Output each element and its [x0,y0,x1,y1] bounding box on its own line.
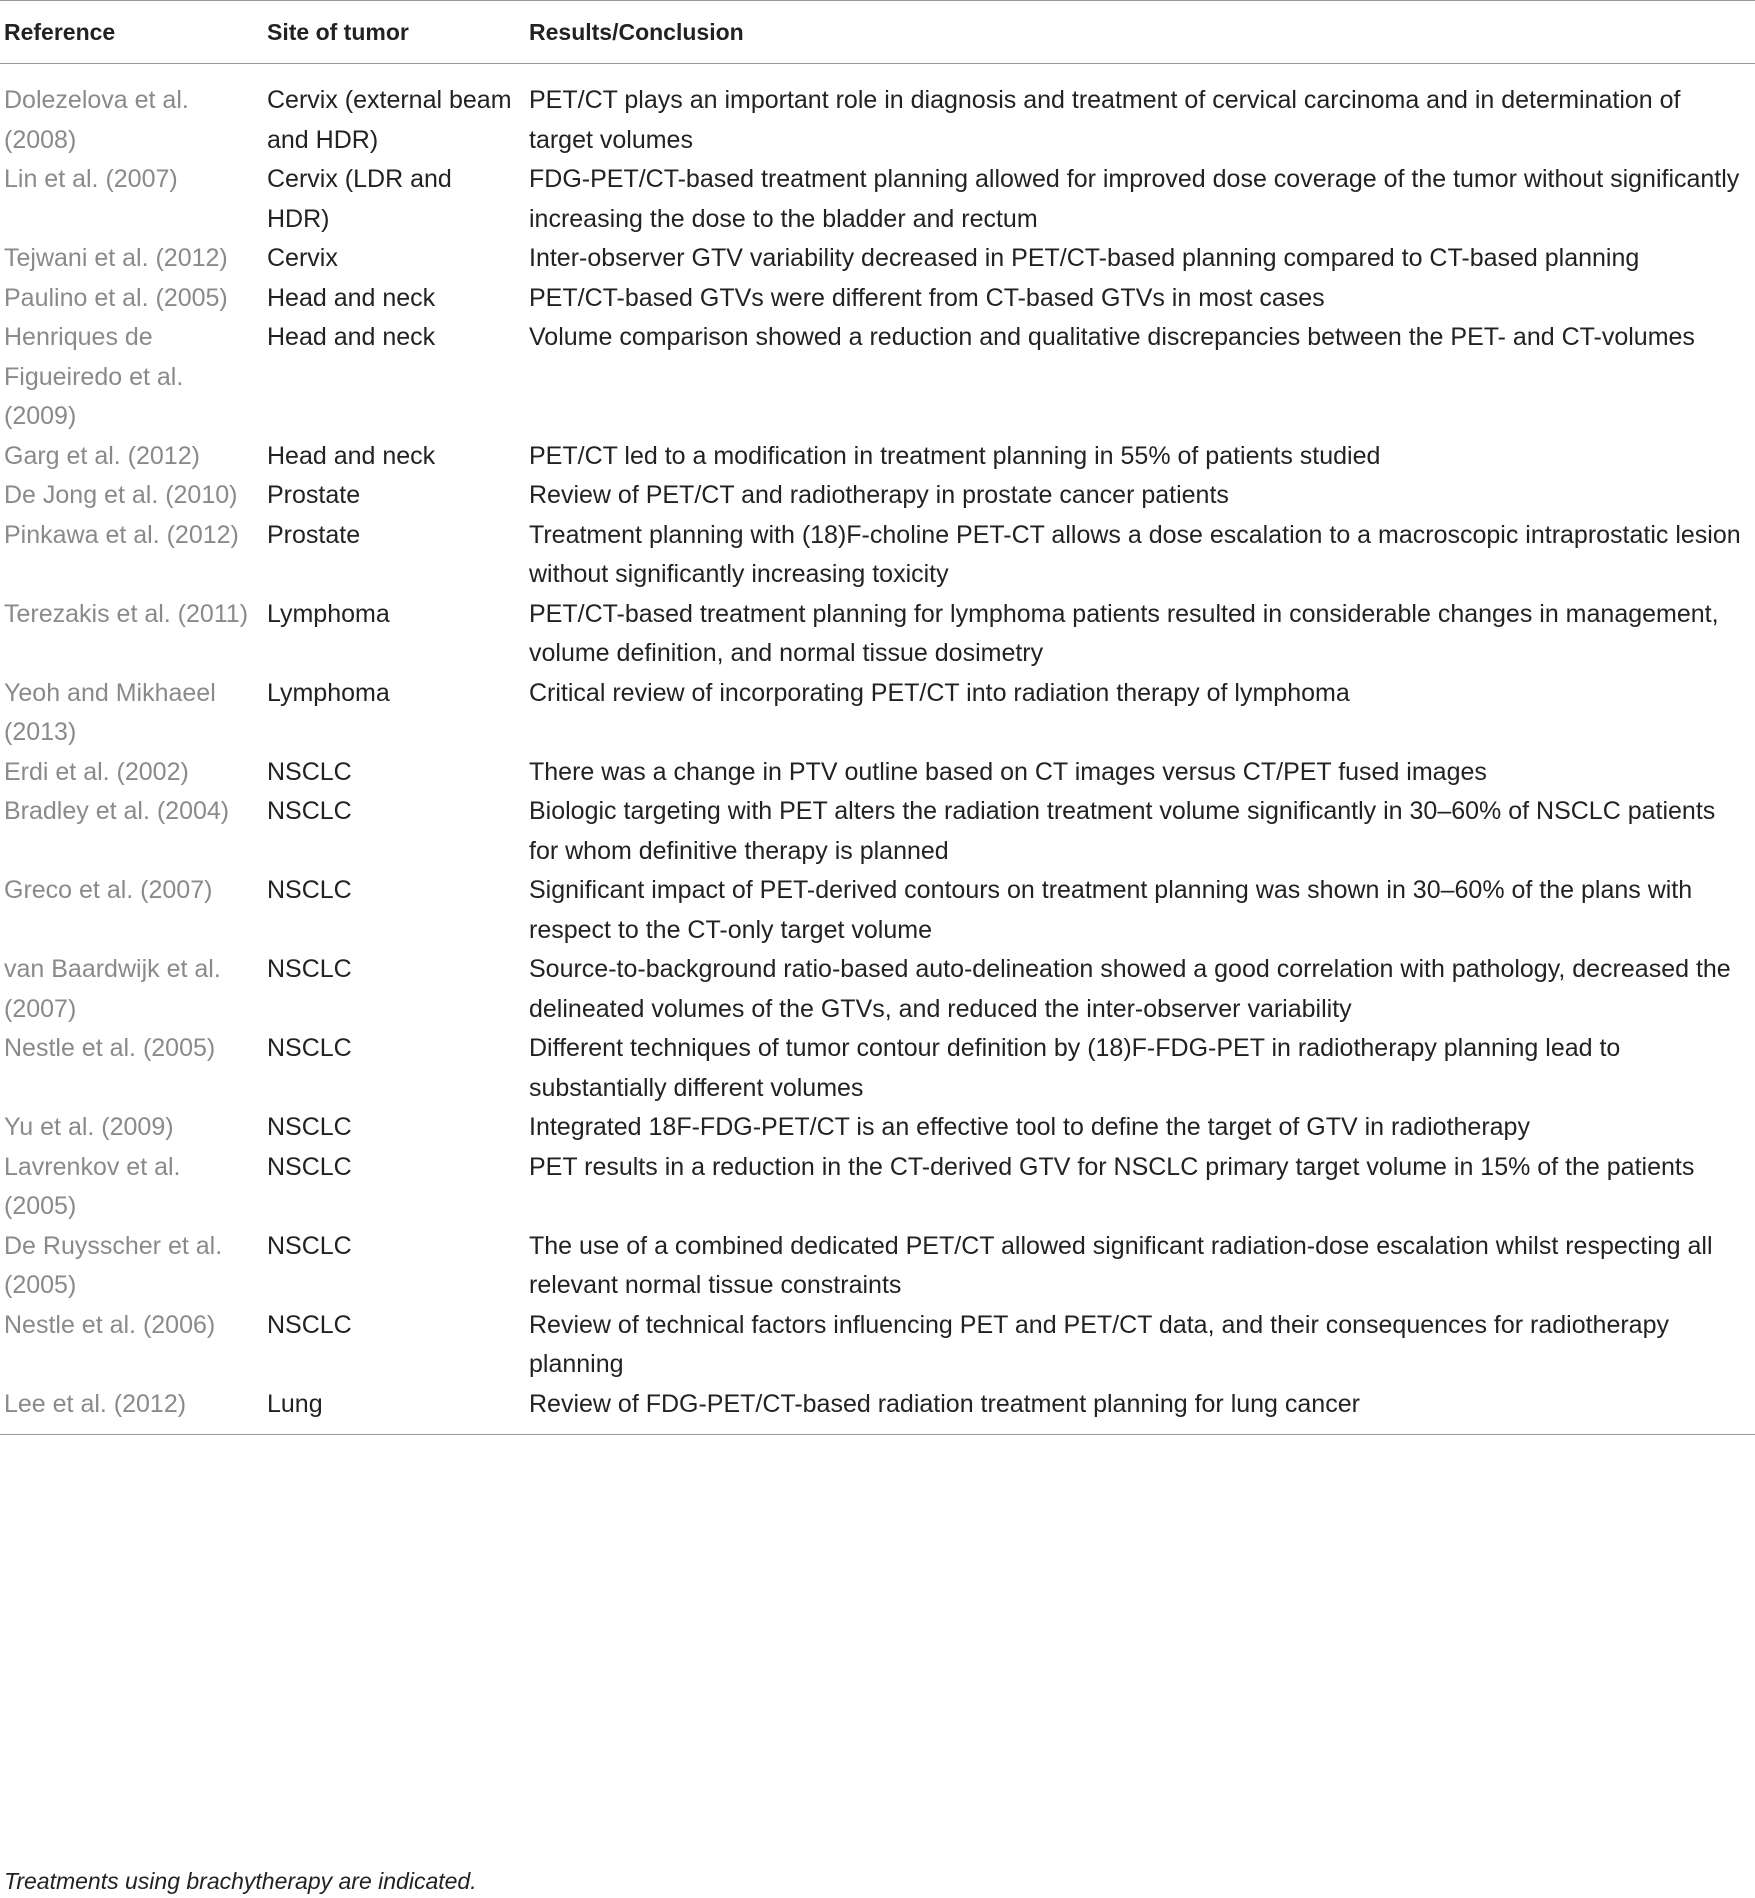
result-conclusion-cell: The use of a combined dedicated PET/CT allowed significant radiation-dose escalation whilst respecting all relevant normal tissue constraints [529,1231,1713,1299]
table-row [0,279,1755,319]
table-header-row [0,1,1755,64]
header-site-of-tumor: Site of tumor [263,1,525,64]
result-conclusion-cell: Integrated 18F-FDG-PET/CT is an effective tool to define the target of GTV in radiotherapy [529,1113,1530,1141]
result-conclusion-cell: PET/CT-based treatment planning for lymphoma patients resulted in considerable changes in management, volume definition, and normal tissue dosimetry [529,599,1719,667]
site-of-tumor-cell: NSCLC [267,1310,352,1339]
header-results-conclusion: Results/Conclusion [525,1,1755,64]
table-row [0,753,1755,793]
table-row [0,318,1755,437]
result-conclusion-cell: Different techniques of tumor contour definition by (18)F-FDG-PET in radiotherapy planning lead to substantially different volumes [529,1034,1621,1102]
site-of-tumor-cell: NSCLC [267,757,352,786]
reference-cell: van Baardwijk et al. (2007) [4,955,221,1023]
table-row [0,595,1755,674]
result-conclusion-cell: Source-to-background ratio-based auto-delineation showed a good correlation with pathology, decreased the delineated volumes of the GTVs, and reduced the inter-observer variability [529,955,1731,1023]
table-row [0,1227,1755,1306]
reference-cell: Pinkawa et al. (2012) [4,520,239,549]
result-conclusion-cell: Review of FDG-PET/CT-based radiation treatment planning for lung cancer [525,1385,1755,1435]
table-row [0,64,1755,161]
reference-cell: Dolezelova et al. (2008) [4,86,189,154]
table-row [0,160,1755,239]
site-of-tumor-cell: Lymphoma [267,678,390,707]
table-row [0,437,1755,477]
reference-cell: Tejwani et al. (2012) [4,244,228,272]
result-conclusion-cell: Significant impact of PET-derived contours on treatment planning was shown in 30–60% of the plans with respect to the CT-only target volume [529,876,1693,944]
result-conclusion-cell: PET/CT plays an important role in diagnosis and treatment of cervical carcinoma and in determination of target volumes [529,86,1681,154]
result-conclusion-cell: PET results in a reduction in the CT-derived GTV for NSCLC primary target volume in 15% of the patients [529,1152,1695,1181]
reference-cell: Paulino et al. (2005) [4,283,228,312]
site-of-tumor-cell: Cervix [267,244,338,272]
table-row [0,1385,1755,1435]
result-conclusion-cell: Review of PET/CT and radiotherapy in prostate cancer patients [529,481,1229,509]
result-conclusion-cell: Critical review of incorporating PET/CT into radiation therapy of lymphoma [529,678,1350,707]
site-of-tumor-cell: NSCLC [267,1113,352,1141]
result-conclusion-cell: Biologic targeting with PET alters the radiation treatment volume significantly in 30–60% of NSCLC patients for whom definitive therapy is planned [529,797,1716,865]
site-of-tumor-cell: NSCLC [267,1034,352,1062]
site-of-tumor-cell: NSCLC [267,1152,352,1181]
table-row [0,792,1755,871]
table-footnote: Treatments using brachytherapy are indicated. [4,1868,477,1894]
table-row [0,950,1755,1029]
site-of-tumor-cell: Cervix (LDR and HDR) [267,165,452,233]
table-row [0,871,1755,950]
table-row [0,674,1755,753]
reference-cell: Lin et al. (2007) [4,165,178,193]
reference-cell: Garg et al. (2012) [4,441,200,470]
site-of-tumor-cell: Cervix (external beam and HDR) [267,86,512,154]
site-of-tumor-cell: Lung [263,1385,525,1435]
table-body [0,64,1755,1435]
table-row [0,1029,1755,1108]
site-of-tumor-cell: NSCLC [267,797,352,825]
reference-cell: De Jong et al. (2010) [4,481,238,509]
site-of-tumor-cell: Head and neck [267,441,436,470]
header-reference: Reference [0,1,263,64]
result-conclusion-cell: Review of technical factors influencing PET and PET/CT data, and their consequences for radiotherapy planning [529,1310,1669,1378]
site-of-tumor-cell: Head and neck [267,323,436,351]
table-header [0,1,1755,64]
result-conclusion-cell: There was a change in PTV outline based on CT images versus CT/PET fused images [529,757,1487,786]
result-conclusion-cell: Volume comparison showed a reduction and qualitative discrepancies between the PET- and CT-volumes [529,323,1695,351]
table-row [0,1108,1755,1148]
site-of-tumor-cell: NSCLC [267,955,352,983]
reference-cell: Nestle et al. (2006) [4,1310,216,1339]
table-row [0,239,1755,279]
reference-cell: Erdi et al. (2002) [4,757,189,786]
table-row [0,1306,1755,1385]
site-of-tumor-cell: NSCLC [267,1231,352,1260]
reference-cell: Nestle et al. (2005) [4,1034,216,1062]
reference-cell: Lavrenkov et al. (2005) [4,1152,181,1220]
result-conclusion-cell: Treatment planning with (18)F-choline PET-CT allows a dose escalation to a macroscopic intraprostatic lesion without significantly increasing toxicity [529,520,1741,588]
result-conclusion-cell: Inter-observer GTV variability decreased in PET/CT-based planning compared to CT-based planning [529,244,1640,272]
result-conclusion-cell: PET/CT-based GTVs were different from CT-based GTVs in most cases [529,283,1325,312]
reference-cell: Terezakis et al. (2011) [4,599,249,628]
table-row [0,1148,1755,1227]
site-of-tumor-cell: Lymphoma [267,599,390,628]
table-row [0,476,1755,516]
result-conclusion-cell: PET/CT led to a modification in treatment planning in 55% of patients studied [529,441,1381,470]
reference-cell: Yu et al. (2009) [4,1113,174,1141]
reference-cell: Greco et al. (2007) [4,876,213,904]
table-row [0,516,1755,595]
site-of-tumor-cell: Prostate [267,481,361,509]
site-of-tumor-cell: Head and neck [267,283,436,312]
site-of-tumor-cell: NSCLC [267,876,352,904]
reference-cell: Lee et al. (2012) [0,1385,263,1435]
result-conclusion-cell: FDG-PET/CT-based treatment planning allowed for improved dose coverage of the tumor without significantly increasing the dose to the bladder and rectum [529,165,1740,233]
reference-cell: De Ruysscher et al. (2005) [4,1231,223,1299]
reference-cell: Bradley et al. (2004) [4,797,230,825]
site-of-tumor-cell: Prostate [267,520,361,549]
reference-cell: Henriques de Figueiredo et al. (2009) [4,323,184,430]
reference-cell: Yeoh and Mikhaeel (2013) [4,678,216,746]
